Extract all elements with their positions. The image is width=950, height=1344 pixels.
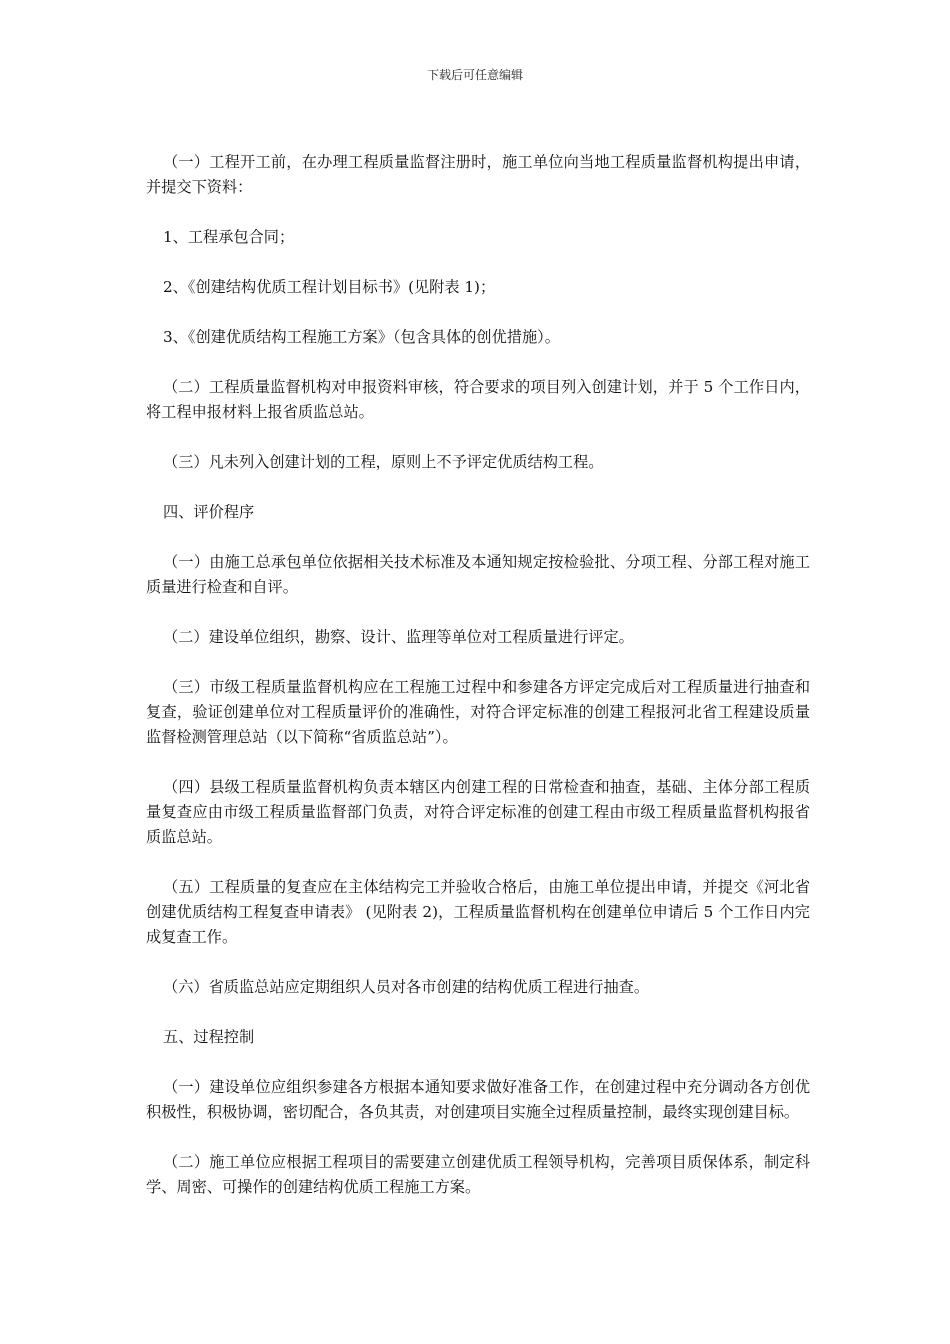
section-heading-evaluation: 四、评价程序	[163, 503, 255, 521]
section-heading-process-control: 五、过程控制	[163, 1028, 255, 1046]
paragraph-13: （六）省质监总站应定期组织人员对各市创建的结构优质工程进行抽查。	[163, 978, 649, 996]
paragraph-12: （五）工程质量的复查应在主体结构完工并验收合格后，由施工单位提出申请，并提交《河北省创建优质结构工程复查申请表》 (见附表 2)，工程质量监督机构在创建单位申请后 5 个工作日内完成复查工作。	[146, 878, 810, 946]
paragraph-6: （三）凡未列入创建计划的工程，原则上不予评定优质结构工程。	[163, 453, 604, 471]
paragraph-8: （一）由施工总承包单位依据相关技术标准及本通知规定按检验批、分项工程、分部工程对施工质量进行检查和自评。	[146, 553, 810, 596]
page-header-note: 下载后可任意编辑	[426, 68, 523, 82]
paragraph-4: 3、《创建优质结构工程施工方案》（包含具体的创优措施）。	[163, 328, 560, 346]
paragraph-10: （三）市级工程质量监督机构应在工程施工过程中和参建各方评定完成后对工程质量进行抽查和复查，验证创建单位对工程质量评价的准确性，对符合评定标准的创建工程报河北省工程建设质量监督检测管理总站（以下简称“省质监总站”）。	[146, 678, 810, 746]
paragraph-1: （一）工程开工前，在办理工程质量监督注册时，施工单位向当地工程质量监督机构提出申请，并提交下资料：	[146, 153, 810, 196]
paragraph-2: 1、工程承包合同；	[163, 228, 295, 246]
paragraph-16: （二）施工单位应根据工程项目的需要建立创建优质工程领导机构，完善项目质保体系，制定科学、周密、可操作的创建结构优质工程施工方案。	[146, 1153, 810, 1196]
document-body	[146, 150, 810, 1225]
paragraph-15: （一）建设单位应组织参建各方根据本通知要求做好准备工作，在创建过程中充分调动各方创优积极性，积极协调，密切配合，各负其责，对创建项目实施全过程质量控制，最终实现创建目标。	[146, 1078, 810, 1121]
paragraph-11: （四）县级工程质量监督机构负责本辖区内创建工程的日常检查和抽查，基础、主体分部工程质量复查应由市级工程质量监督部门负责，对符合评定标准的创建工程由市级工程质量监督机构报省质监总站。	[146, 778, 810, 846]
paragraph-5: （二）工程质量监督机构对申报资料审核，符合要求的项目列入创建计划，并于 5 个工作日内，将工程申报材料上报省质监总站。	[146, 378, 810, 421]
paragraph-3: 2、《创建结构优质工程计划目标书》(见附表 1)；	[163, 278, 496, 296]
paragraph-9: （二）建设单位组织，勘察、设计、监理等单位对工程质量进行评定。	[163, 628, 634, 646]
